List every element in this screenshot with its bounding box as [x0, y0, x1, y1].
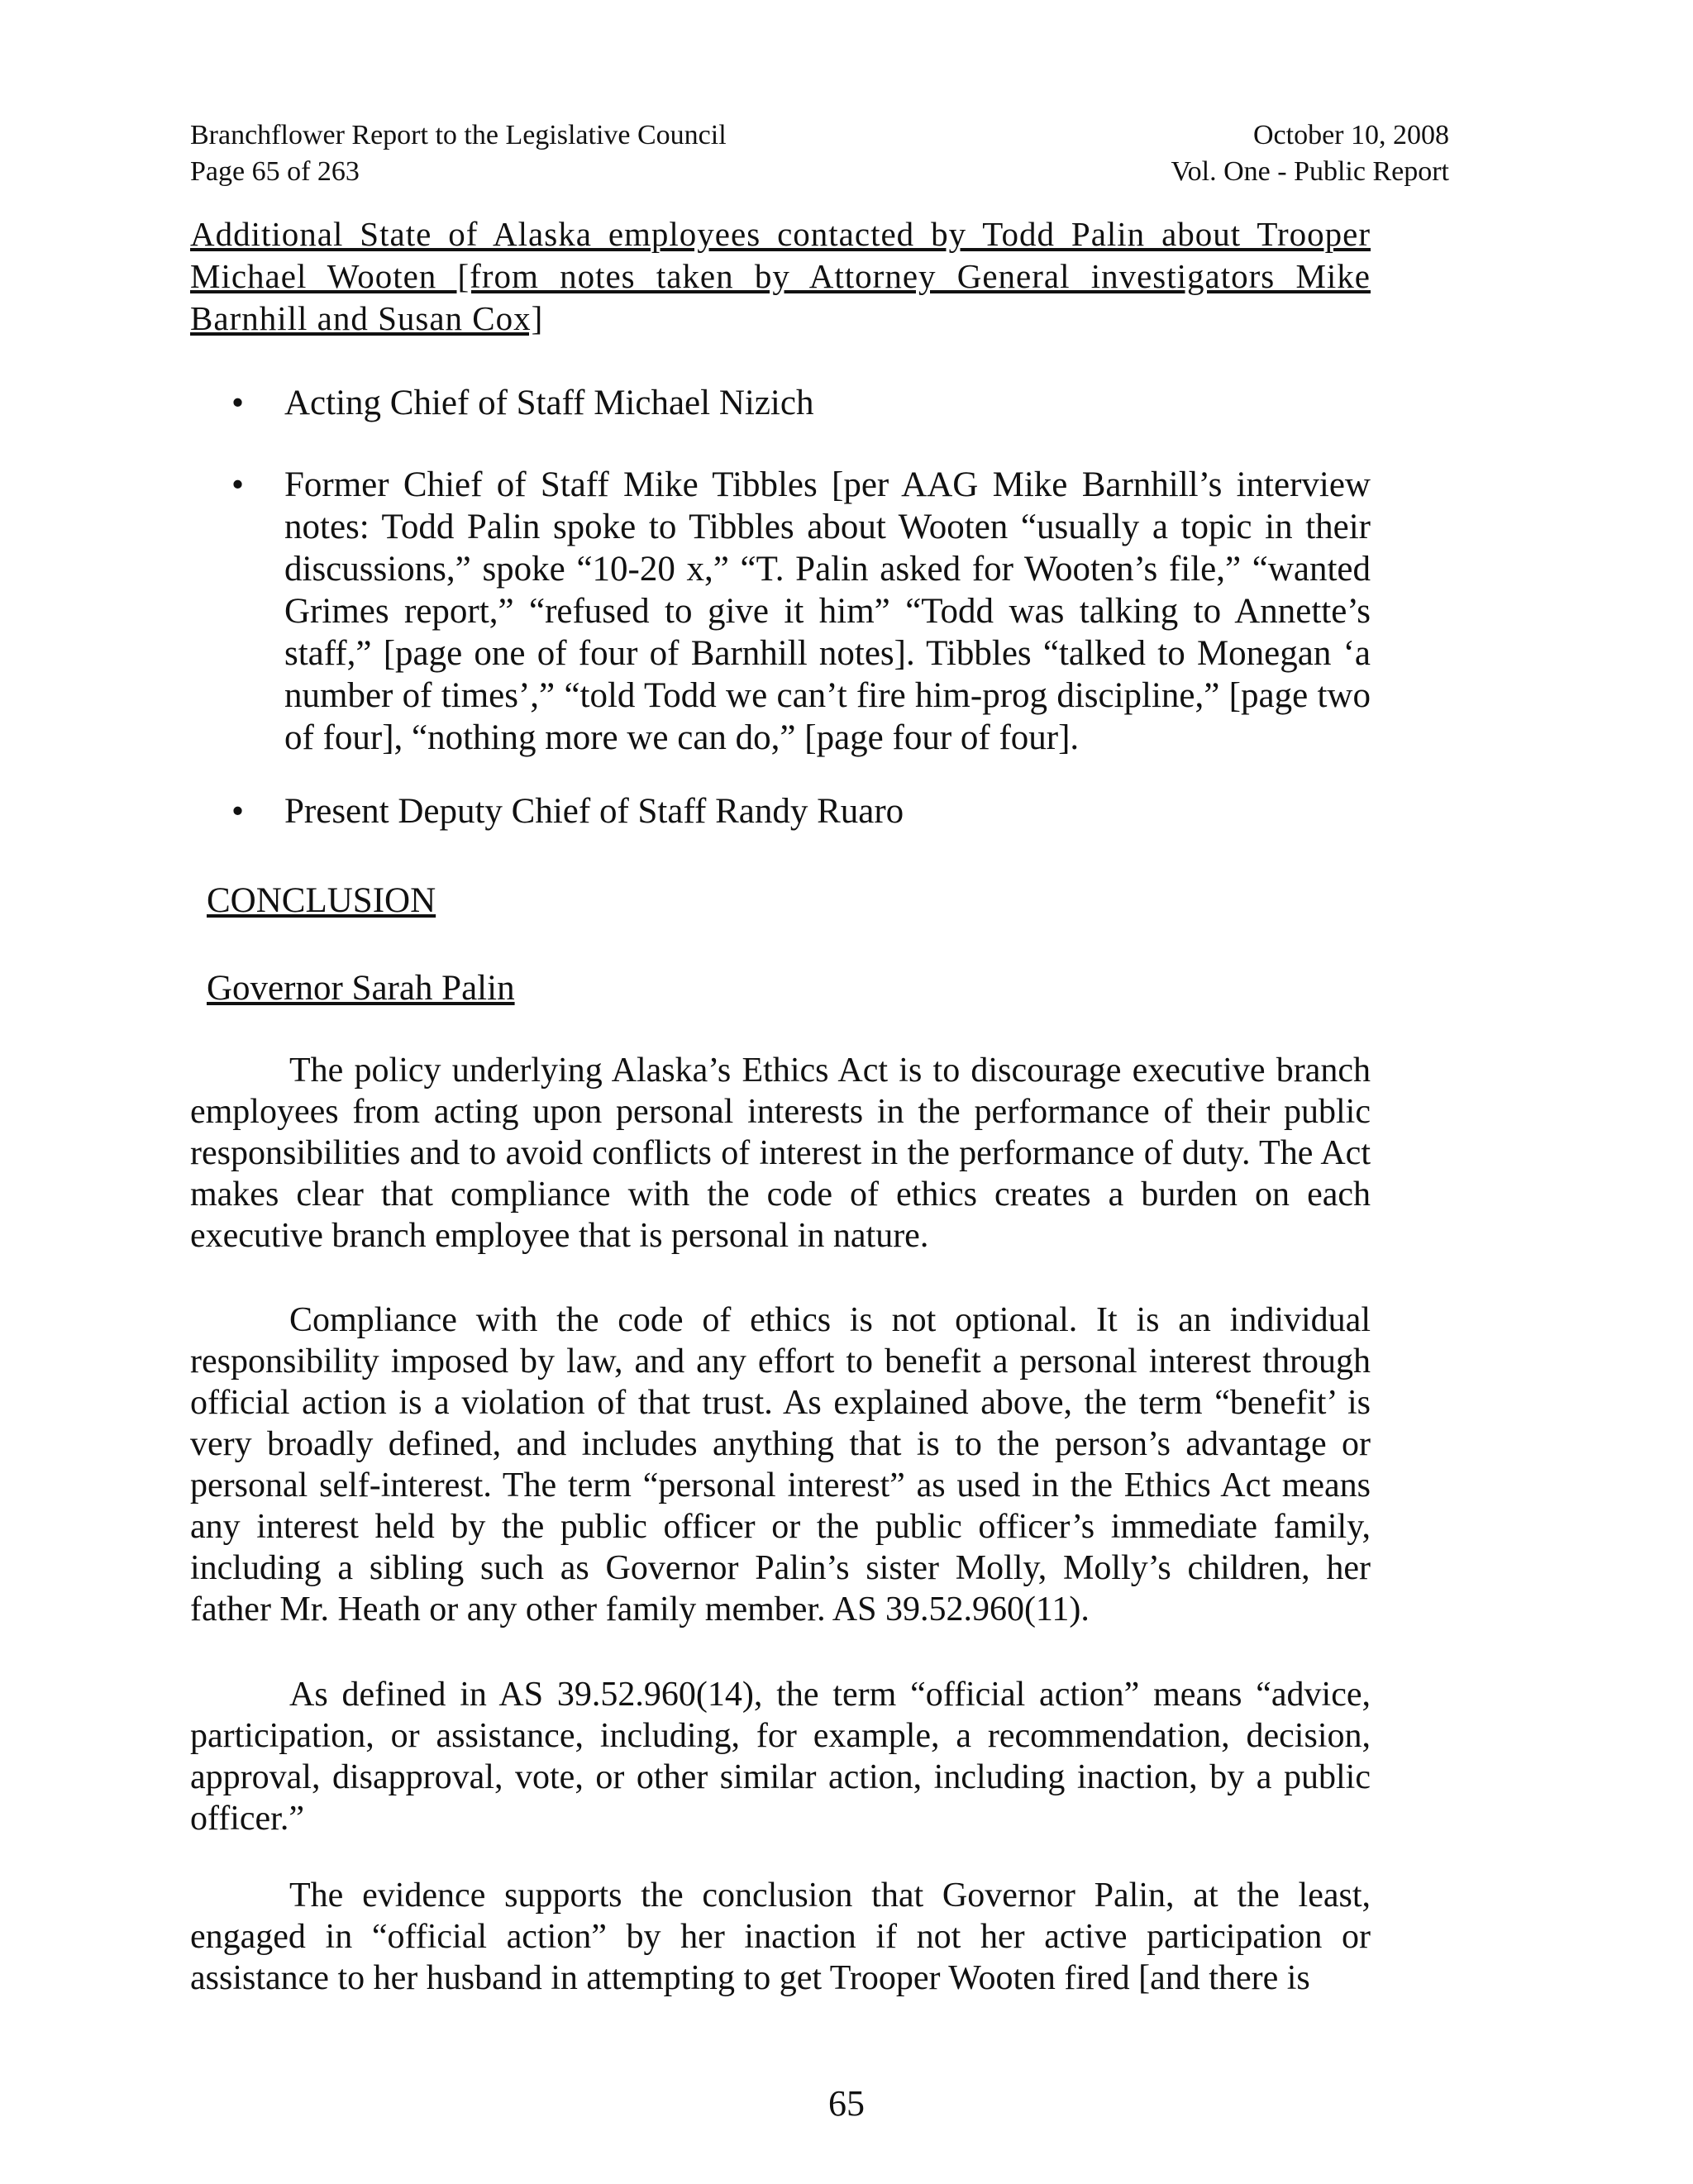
- report-date: October 10, 2008: [1252, 120, 1449, 150]
- body-paragraph: The evidence supports the conclusion that Governor Palin, at the least, engaged in “official action” by her inaction if not her active participation or assistance to her husband in attempting to get Trooper Wooten fired [and there is: [190, 1876, 1371, 1997]
- report-title: Branchflower Report to the Legislative Council: [190, 120, 727, 150]
- volume-label: Vol. One - Public Report: [1171, 156, 1449, 187]
- list-item: • Former Chief of Staff Mike Tibbles [per AAG Mike Barnhill’s interview notes: Todd Palin spoke to Tibbles about Wooten “usually a topic in their discussions,” spoke “10-20 x,” “T. Palin asked for Wooten’s file,” “wanted Grimes report,” “refused to give it him” “Todd was talking to Annette’s staff,” [page one of four of Barnhill notes]. Tibbles “talked to Monegan ‘a number of times’,” “told Todd we can’t fire him-prog discipline,” [page two of four], “nothing more we can do,” [page four of four].: [231, 464, 1371, 759]
- page-count: Page 65 of 263: [190, 156, 360, 187]
- page-number: 65: [828, 2083, 865, 2124]
- list-item: • Acting Chief of Staff Michael Nizich: [231, 382, 1371, 424]
- header-right: [1171, 117, 1449, 190]
- body-paragraph: As defined in AS 39.52.960(14), the term “official action” means “advice, participation, or assistance, including, for example, a recommendation, decision, approval, disapproval, vote, or other similar action, including inaction, by a public officer.”: [190, 1676, 1371, 1838]
- employee-list: [231, 382, 1371, 832]
- body-paragraph: The policy underlying Alaska’s Ethics Act is to discourage executive branch employees from acting upon personal interests in the performance of their public responsibilities and to avoid conflicts of interest in the performance of duty. The Act makes clear that compliance with the code of ethics creates a burden on each executive branch employee that is personal in nature.: [190, 1051, 1371, 1255]
- list-item: • Present Deputy Chief of Staff Randy Ruaro: [231, 790, 1371, 832]
- conclusion-heading: CONCLUSION: [207, 881, 436, 920]
- section-title-employees: Additional State of Alaska employees contacted by Todd Palin about Trooper Michael Wooten [from notes taken by Attorney General investigators Mike Barnhill and Susan Cox]: [190, 215, 1371, 337]
- subsection-heading: Governor Sarah Palin: [207, 969, 515, 1008]
- body-paragraph: Compliance with the code of ethics is not optional. It is an individual responsibility imposed by law, and any effort to benefit a personal interest through official action is a violation of that trust. As explained above, the term “benefit’ is very broadly defined, and includes anything that is to the person’s advantage or personal self-interest. The term “personal interest” as used in the Ethics Act means any interest held by the public officer or the public officer’s immediate family, including a sibling such as Governor Palin’s sister Molly, Molly’s children, her father Mr. Heath or any other family member. AS 39.52.960(11).: [190, 1301, 1371, 1628]
- header-left: [190, 117, 727, 190]
